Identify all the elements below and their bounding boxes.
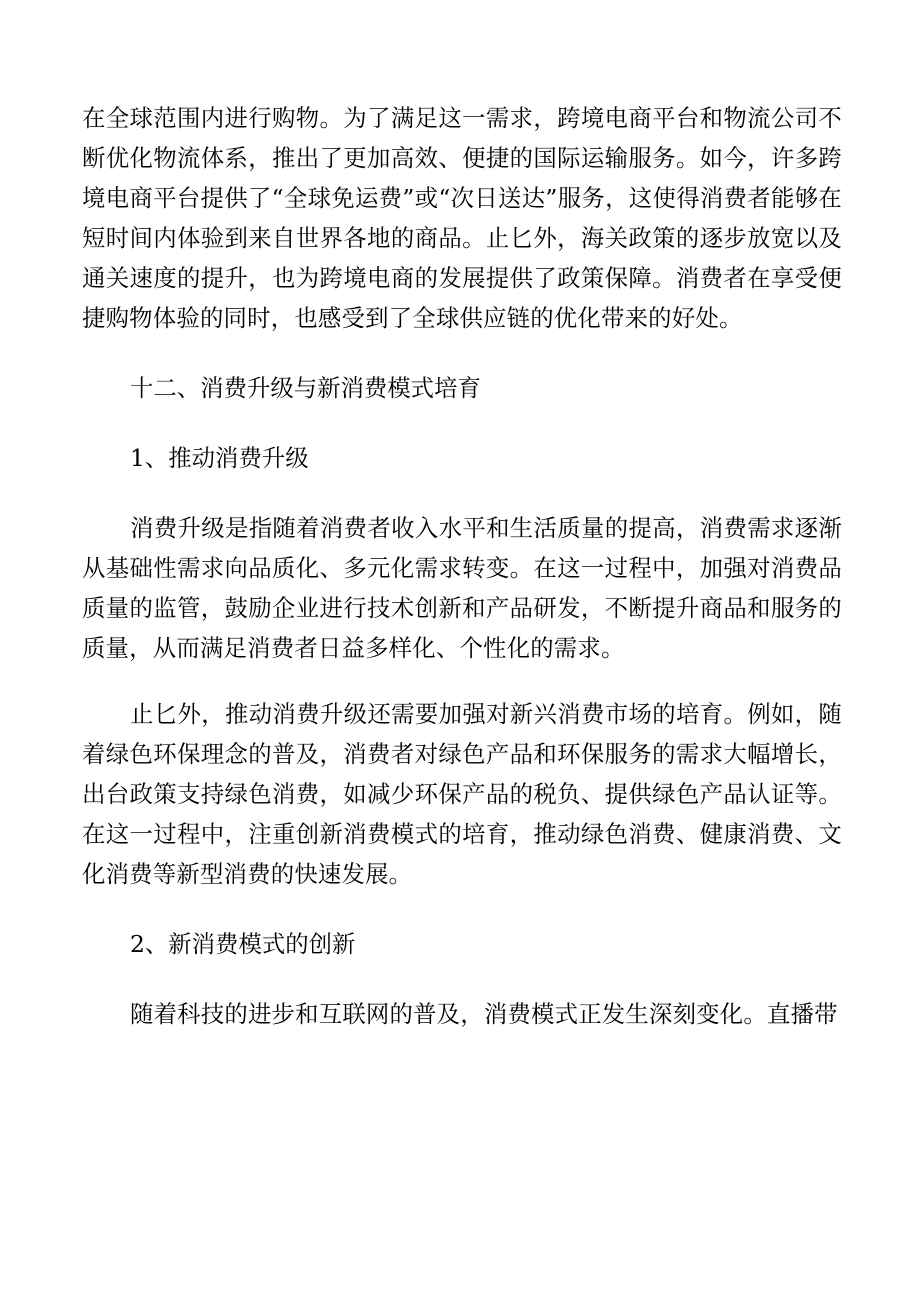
document-page xyxy=(82,98,842,1034)
section-heading-consumption-upgrade: 十二、消费升级与新消费模式培育 xyxy=(130,374,481,402)
paragraph-cross-border-logistics: 在全球范围内进行购物。为了满足这一需求，跨境电商平台和物流公司不断优化物流体系，推出了更加高效、便捷的国际运输服务。如今，许多跨境电商平台提供了“全球免运费”或“次日送达”服务，这使得消费者能够在短时间内体验到来自世界各地的商品。止匕外，海关政策的逐步放宽以及通关速度的提升，也为跨境电商的发展提供了政策保障。消费者在享受便捷购物体验的同时，也感受到了全球供应链的优化带来的好处。 xyxy=(82,104,842,332)
subsection-heading-promote-upgrade: 1、推动消费升级 xyxy=(130,444,309,472)
paragraph-tech-change: 随着科技的进步和互联网的普及，消费模式正发生深刻变化。直播带 xyxy=(130,1000,838,1028)
paragraph-upgrade-definition: 消费升级是指随着消费者收入水平和生活质量的提高，消费需求逐渐从基础性需求向品质化、多元化需求转变。在这一过程中，加强对消费品质量的监管，鼓励企业进行技术创新和产品研发，不断提升商品和服务的质量，从而满足消费者日益多样化、个性化的需求。 xyxy=(82,514,842,662)
paragraph-emerging-markets: 止匕外，推动消费升级还需要加强对新兴消费市场的培育。例如，随着绿色环保理念的普及，消费者对绿色产品和环保服务的需求大幅增长，出台政策支持绿色消费，如减少环保产品的税负、提供绿色产品认证等。在这一过程中，注重创新消费模式的培育，推动绿色消费、健康消费、文化消费等新型消费的快速发展。 xyxy=(82,700,842,888)
subsection-heading-new-models: 2、新消费模式的创新 xyxy=(130,930,356,958)
